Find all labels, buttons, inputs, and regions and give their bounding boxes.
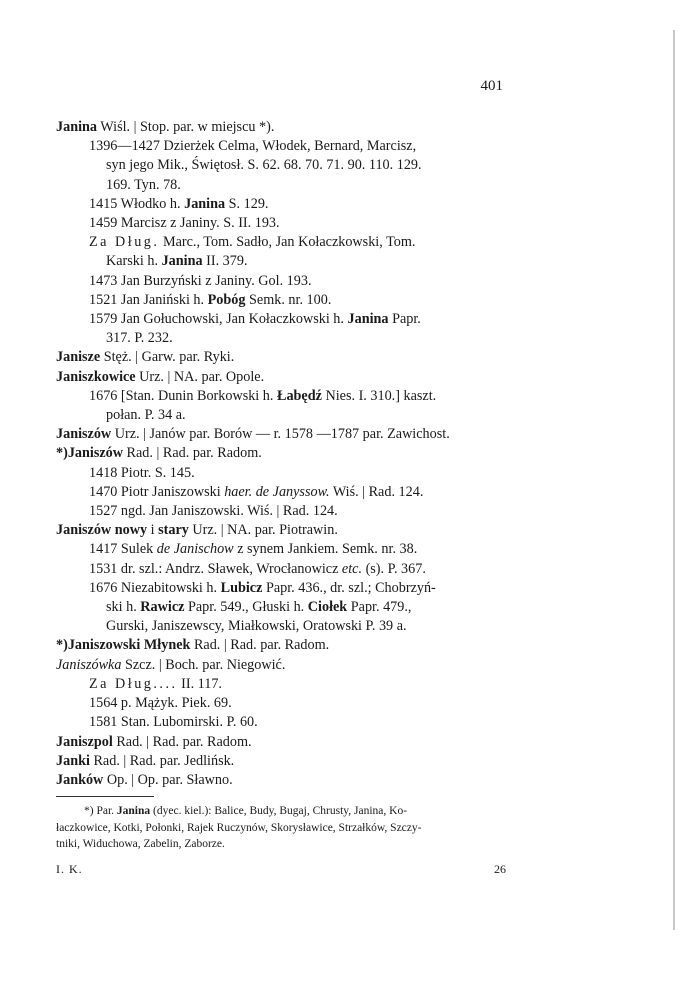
line-text: 1415 Włodko h. bbox=[89, 195, 185, 212]
headword-text: Janków bbox=[56, 771, 104, 788]
entry-line bbox=[56, 598, 516, 617]
line-text: 1521 Jan Janiński h. bbox=[89, 291, 208, 308]
line-text: Op. | Op. par. Sławno. bbox=[103, 771, 233, 788]
line-text: syn jego Mik., Świętosł. S. 62. 68. 70. 71. 90. 110. 129. bbox=[106, 157, 422, 174]
headword-text: Janiszkowice bbox=[56, 368, 136, 385]
footnote-rule bbox=[56, 796, 154, 797]
line-text: 1564 p. Mążyk. Piek. 69. bbox=[89, 695, 232, 712]
entry-line bbox=[56, 195, 516, 214]
entry-line bbox=[56, 579, 516, 598]
headword-text: Janiszpol bbox=[56, 733, 113, 750]
line-text: połan. P. 34 a. bbox=[106, 407, 186, 424]
line-text: Papr. 549., Głuski h. bbox=[184, 599, 308, 616]
line-text: 1531 dr. szl.: Andrz. Sławek, Wrocłanowicz bbox=[89, 560, 342, 577]
entry-line bbox=[56, 348, 516, 367]
entry-line bbox=[56, 272, 516, 291]
headword-text: *)Janiszów bbox=[56, 445, 123, 462]
entry-line bbox=[56, 464, 516, 483]
line-text: 1396—1427 Dzierżek Celma, Włodek, Bernard, Marcisz, bbox=[89, 138, 417, 155]
footnote-line bbox=[56, 820, 516, 837]
line-text: ski h. bbox=[106, 599, 141, 616]
headword-text: Janiszów bbox=[56, 426, 112, 443]
entry-line bbox=[56, 733, 516, 752]
line-text: Wiś. | Rad. 124. bbox=[329, 483, 424, 500]
gazetteer-entries bbox=[56, 118, 516, 790]
headword-text: Łabędź bbox=[276, 387, 322, 404]
line-text: Gurski, Janiszewscy, Miałkowski, Oratowski P. 39 a. bbox=[106, 618, 407, 635]
line-text: 1676 [Stan. Dunin Borkowski h. bbox=[89, 387, 277, 404]
line-text: (dyec. kiel.): Balice, Budy, Bugaj, Chrusty, Janina, Ko- bbox=[150, 805, 408, 817]
line-text: 1581 Stan. Lubomirski. P. 60. bbox=[89, 714, 258, 731]
headword-text: Janina bbox=[347, 311, 389, 328]
entry-line bbox=[56, 540, 516, 559]
entry-line bbox=[56, 329, 516, 348]
entry-line bbox=[56, 387, 516, 406]
headword-text: Janiszów nowy bbox=[56, 522, 148, 539]
headword-text: Rawicz bbox=[140, 599, 185, 616]
entry-line bbox=[56, 291, 516, 310]
entry-line bbox=[56, 502, 516, 521]
entry-line bbox=[56, 771, 516, 790]
line-text: Semk. nr. 100. bbox=[245, 291, 332, 308]
entry-line bbox=[56, 521, 516, 540]
entry-line bbox=[56, 560, 516, 579]
entry-line bbox=[56, 176, 516, 195]
footnote-line bbox=[56, 803, 516, 820]
line-text: 1459 Marcisz z Janiny. S. II. 193. bbox=[89, 215, 280, 232]
entry-line bbox=[56, 310, 516, 329]
entry-line bbox=[56, 675, 516, 694]
line-text: 1527 ngd. Jan Janiszowski. Wiś. | Rad. 124. bbox=[89, 503, 338, 520]
headword-text: Janina bbox=[56, 119, 98, 135]
line-text: II. 379. bbox=[202, 253, 248, 270]
entry-line bbox=[56, 406, 516, 425]
line-text: Urz. | Janów par. Borów — r. 1578 —1787 par. Zawichost. bbox=[111, 426, 450, 443]
line-text: 169. Tyn. 78. bbox=[106, 176, 181, 193]
headword-text: Janki bbox=[56, 752, 90, 769]
headword-text: Janina bbox=[184, 195, 226, 212]
italic-text: etc. bbox=[341, 560, 363, 577]
footnote-line bbox=[56, 836, 516, 853]
entry-line bbox=[56, 656, 516, 675]
headword-text: Lubicz bbox=[220, 579, 263, 596]
line-text: Szcz. | Boch. par. Niegowić. bbox=[121, 656, 286, 673]
page-number: 401 bbox=[480, 78, 503, 94]
line-text: 1473 Jan Burzyński z Janiny. Gol. 193. bbox=[89, 272, 312, 289]
footnote bbox=[56, 803, 516, 853]
line-text: Karski h. bbox=[106, 253, 162, 270]
headword-text: *)Janiszowski Młynek bbox=[56, 637, 191, 654]
line-text: Rad. | Rad. par. Jedlińsk. bbox=[89, 752, 235, 769]
page-edge-shadow bbox=[673, 30, 675, 930]
headword-text: Janina bbox=[116, 805, 151, 817]
line-text: S. 129. bbox=[225, 195, 269, 212]
line-text: Rad. | Rad. par. Radom. bbox=[123, 445, 262, 462]
line-text: (s). P. 367. bbox=[362, 560, 426, 577]
line-text: Papr. 479., bbox=[347, 599, 412, 616]
entry-line bbox=[56, 694, 516, 713]
line-text: Rad. | Rad. par. Radom. bbox=[190, 637, 330, 654]
entry-line bbox=[56, 617, 516, 636]
line-text: *) Par. bbox=[84, 805, 117, 817]
line-text: Wiśl. | Stop. par. w miejscu *). bbox=[97, 119, 275, 135]
line-text: Rad. | Rad. par. Radom. bbox=[112, 733, 252, 750]
entry-line bbox=[56, 483, 516, 502]
line-text: 1579 Jan Gołuchowski, Jan Kołaczkowski h. bbox=[89, 311, 348, 328]
entry-line bbox=[56, 368, 516, 387]
line-text: i bbox=[147, 522, 159, 539]
headword-text: Janina bbox=[161, 253, 203, 270]
line-text: Stęż. | Garw. par. Ryki. bbox=[100, 349, 235, 366]
entry-line bbox=[56, 252, 516, 271]
italic-text: Janiszówka bbox=[56, 656, 122, 673]
line-text: 1676 Niezabitowski h. bbox=[89, 579, 221, 596]
entry-line bbox=[56, 752, 516, 771]
line-text: 1417 Sulek bbox=[89, 541, 157, 558]
line-text: Papr. 436., dr. szl.; Chobrzyń- bbox=[262, 579, 436, 596]
signature-mark: I. K. bbox=[56, 862, 83, 876]
italic-text: de Janischow bbox=[156, 541, 234, 558]
line-text: łaczkowice, Kotki, Połonki, Rajek Ruczynów, Skorysławice, Strzałków, Szczy- bbox=[56, 821, 422, 834]
entry-line bbox=[56, 137, 516, 156]
line-text: 1418 Piotr. S. 145. bbox=[89, 464, 195, 481]
entry-line bbox=[56, 156, 516, 175]
headword-text: Janisze bbox=[56, 349, 101, 366]
entry-line bbox=[56, 118, 516, 137]
entry-line bbox=[56, 636, 516, 655]
entry-line bbox=[56, 444, 516, 463]
italic-text: haer. de Janyssow. bbox=[224, 483, 330, 500]
line-text: Marc., Tom. Sadło, Jan Kołaczkowski, Tom. bbox=[159, 234, 416, 251]
line-text: Urz. | NA. par. Opole. bbox=[135, 368, 265, 385]
line-text: Za Dług. bbox=[89, 234, 160, 251]
line-text: Urz. | NA. par. Piotrawin. bbox=[188, 522, 338, 539]
line-text: II. 117. bbox=[177, 675, 222, 692]
entry-line bbox=[56, 214, 516, 233]
entry-line bbox=[56, 425, 516, 444]
line-text: 317. P. 232. bbox=[106, 330, 173, 347]
entry-line bbox=[56, 713, 516, 732]
headword-text: Pobóg bbox=[207, 291, 246, 308]
sheet-number: 26 bbox=[494, 862, 506, 876]
line-text: 1470 Piotr Janiszowski bbox=[89, 483, 225, 500]
entry-line bbox=[56, 233, 516, 252]
line-text: Papr. bbox=[388, 311, 421, 328]
line-text: Nies. I. 310.] kaszt. bbox=[321, 387, 437, 404]
headword-text: stary bbox=[158, 522, 189, 539]
line-text: Za Dług.... bbox=[89, 675, 178, 692]
line-text: tniki, Widuchowa, Zabelin, Zaborze. bbox=[56, 838, 225, 850]
line-text: z synem Jankiem. Semk. nr. 38. bbox=[233, 541, 418, 558]
headword-text: Ciołek bbox=[307, 599, 348, 616]
